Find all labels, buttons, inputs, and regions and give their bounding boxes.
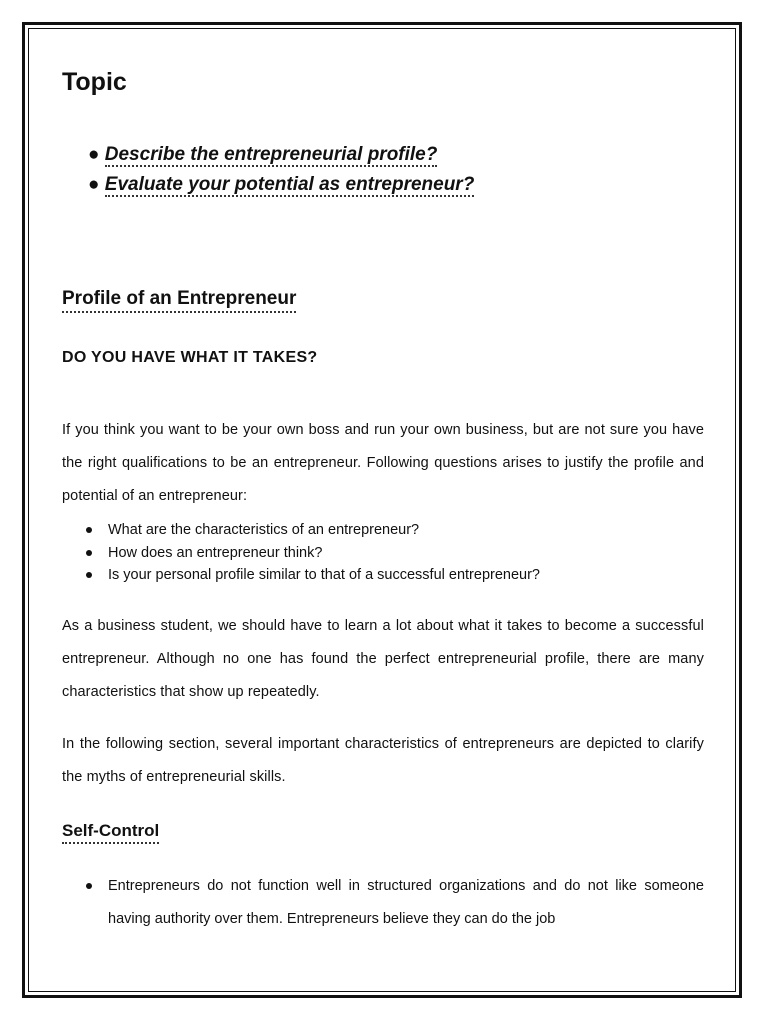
questions-list	[84, 519, 704, 587]
profile-subheading: DO YOU HAVE WHAT IT TAKES?	[62, 349, 318, 366]
list-item: How does an entrepreneur think?	[84, 542, 704, 565]
topic-item: ● Evaluate your potential as entrepreneur?	[88, 174, 475, 195]
self-control-list	[84, 870, 704, 936]
list-item: Entrepreneurs do not function well in structured organizations and do not like someone having authority over them. Entrepreneurs believe they can do the job	[84, 870, 704, 936]
profile-heading: Profile of an Entrepreneur	[62, 287, 296, 313]
intro-paragraph: If you think you want to be your own boss and run your own business, but are not sure you have the right qualifications to be an entrepreneur. Following questions arises to justify the profile and potential of an entrepreneur:	[62, 422, 704, 504]
list-item: Is your personal profile similar to that of a successful entrepreneur?	[84, 564, 704, 587]
list-item: What are the characteristics of an entrepreneur?	[84, 519, 704, 542]
topic-title: Topic	[62, 68, 127, 96]
topic-item: ● Describe the entrepreneurial profile?	[88, 144, 438, 165]
topic-list	[88, 141, 474, 201]
self-control-heading: Self-Control	[62, 820, 159, 844]
paragraph-following-section: In the following section, several important characteristics of entrepreneurs are depicted to clarify the myths of entrepreneurial skills.	[62, 736, 704, 785]
paragraph-business-student: As a business student, we should have to learn a lot about what it takes to become a successful entrepreneur. Although no one has found the perfect entrepreneurial profile, there are many characteristics that show up repeatedly.	[62, 618, 704, 700]
